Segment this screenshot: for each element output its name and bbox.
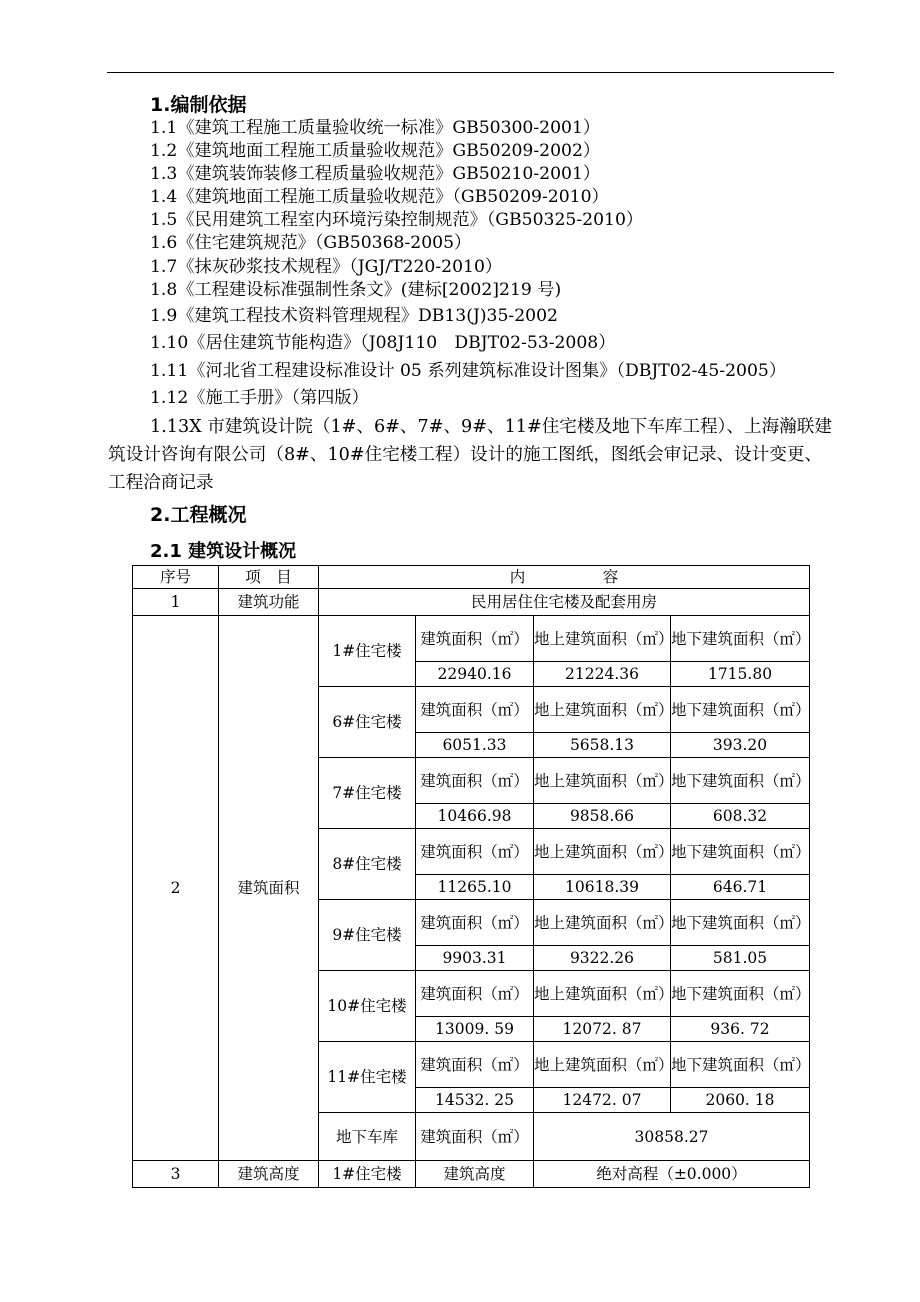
row-item: 建筑高度 [219,1161,319,1188]
value-above: 12072. 87 [534,1017,671,1042]
value-above: 10618.39 [534,875,671,900]
height-value: 绝对高程（±0.000） [534,1161,810,1188]
col-label-total: 建筑面积（㎡） [416,616,534,662]
value-total: 11265.10 [416,875,534,900]
col-label-total: 建筑面积（㎡） [416,971,534,1017]
ref-item: 1.5《民用建筑工程室内环境污染控制规范》（GB50325-2010） [150,210,644,230]
table-header-row [133,566,810,589]
row-item: 建筑功能 [219,589,319,616]
row-no: 2 [133,616,219,1161]
col-label-below: 地下建筑面积（㎡） [671,758,810,804]
ref-item: 1.2《建筑地面工程施工质量验收规范》GB50209-2002） [150,141,601,161]
col-label-total: 建筑面积（㎡） [416,900,534,946]
section-2-title: 2.工程概况 [150,504,247,526]
ref-item: 1.9《建筑工程技术资料管理规程》DB13(J)35-2002 [150,306,558,326]
value-below: 581.05 [671,946,810,971]
header-content: 内 容 [319,566,810,589]
building-name: 7#住宅楼 [319,758,416,829]
ref-item: 1.3《建筑装饰装修工程质量验收规范》GB50210-2001） [150,164,601,184]
col-label-total: 建筑面积（㎡） [416,829,534,875]
header-item: 项 目 [219,566,319,589]
col-label-total: 建筑面积（㎡） [416,687,534,733]
col-label-above: 地上建筑面积（㎡） [534,758,671,804]
value-below: 1715.80 [671,662,810,687]
value-below: 936. 72 [671,1017,810,1042]
value-total: 10466.98 [416,804,534,829]
table-row [133,589,810,616]
col-label-above: 地上建筑面积（㎡） [534,971,671,1017]
building-design-table [132,565,810,1188]
value-total: 6051.33 [416,733,534,758]
ref-item: 1.4《建筑地面工程施工质量验收规范》（GB50209-2010） [150,187,609,207]
ref-item: 1.8《工程建设标准强制性条文》(建标[2002]219 号) [150,280,562,300]
col-label-total: 建筑面积（㎡） [416,758,534,804]
col-label-above: 地上建筑面积（㎡） [534,900,671,946]
col-label-below: 地下建筑面积（㎡） [671,829,810,875]
col-label-above: 地上建筑面积（㎡） [534,1042,671,1088]
value-below: 646.71 [671,875,810,900]
ref-item: 1.10《居住建筑节能构造》（J08J110 DBJT02-53-2008） [150,333,616,353]
building-name: 1#住宅楼 [319,1161,416,1188]
col-label-above: 地上建筑面积（㎡） [534,687,671,733]
col-label-above: 地上建筑面积（㎡） [534,616,671,662]
value-total: 14532. 25 [416,1088,534,1113]
value-above: 12472. 07 [534,1088,671,1113]
building-name: 1#住宅楼 [319,616,416,687]
table-row [133,1161,810,1188]
section-1-title: 1.编制依据 [150,94,247,116]
ref-item: 1.7《抹灰砂浆技术规程》（JGJ/T220-2010） [150,257,503,277]
col-label-total: 建筑面积（㎡） [416,1042,534,1088]
garage-name: 地下车库 [319,1113,416,1161]
ref-item: 1.11《河北省工程建设标准设计 05 系列建筑标准设计图集》（DBJT02-45-2005） [150,361,787,381]
building-name: 6#住宅楼 [319,687,416,758]
building-name: 11#住宅楼 [319,1042,416,1113]
value-above: 21224.36 [534,662,671,687]
col-label-below: 地下建筑面积（㎡） [671,616,810,662]
value-below: 2060. 18 [671,1088,810,1113]
ref-item: 1.1《建筑工程施工质量验收统一标准》GB50300-2001） [150,118,601,138]
value-below: 608.32 [671,804,810,829]
value-above: 5658.13 [534,733,671,758]
value-total: 9903.31 [416,946,534,971]
col-label-below: 地下建筑面积（㎡） [671,687,810,733]
garage-value: 30858.27 [534,1113,810,1161]
value-above: 9858.66 [534,804,671,829]
building-name: 8#住宅楼 [319,829,416,900]
col-label-below: 地下建筑面积（㎡） [671,900,810,946]
col-label-below: 地下建筑面积（㎡） [671,1042,810,1088]
header-no: 序号 [133,566,219,589]
value-below: 393.20 [671,733,810,758]
row-no: 3 [133,1161,219,1188]
row-no: 1 [133,589,219,616]
building-name: 9#住宅楼 [319,900,416,971]
ref-13-text: 1.13X 市建筑设计院（1#、6#、7#、9#、11#住宅楼及地下车库工程）、上海瀚联建筑设计咨询有限公司（8#、10#住宅楼工程）设计的施工图纸，图纸会审记录、设计变更、工程洽商记录 [108,417,832,493]
ref-item: 1.12《施工手册》（第四版） [150,388,369,408]
row-item: 建筑面积 [219,616,319,1161]
ref-item: 1.6《住宅建筑规范》（GB50368-2005） [150,233,472,253]
value-total: 13009. 59 [416,1017,534,1042]
garage-label: 建筑面积（㎡） [416,1113,534,1161]
row-value: 民用居住住宅楼及配套用房 [319,589,810,616]
ref-13-paragraph [108,413,832,497]
col-label-above: 地上建筑面积（㎡） [534,829,671,875]
header-rule [107,72,834,73]
table-row [133,616,810,662]
section-2-1-title: 2.1 建筑设计概况 [150,541,297,562]
value-above: 9322.26 [534,946,671,971]
height-label: 建筑高度 [416,1161,534,1188]
value-total: 22940.16 [416,662,534,687]
col-label-below: 地下建筑面积（㎡） [671,971,810,1017]
building-name: 10#住宅楼 [319,971,416,1042]
